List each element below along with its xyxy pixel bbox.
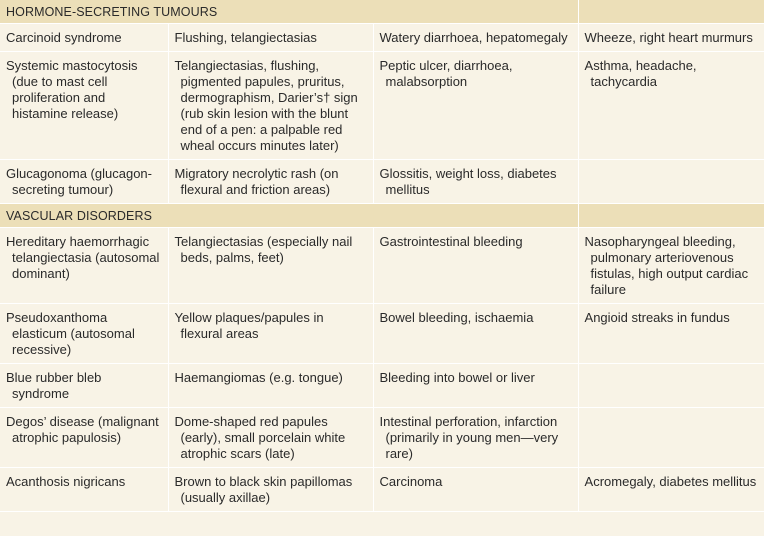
- other-features-cell: Wheeze, right heart murmurs: [578, 24, 764, 52]
- disorder-cell: Degos’ disease (malignant atrophic papulosis): [0, 408, 168, 468]
- section-heading-blank: [578, 204, 764, 228]
- table-row: [0, 468, 764, 512]
- other-features-cell: Acromegaly, diabetes mellitus: [578, 468, 764, 512]
- other-features-cell: [578, 408, 764, 468]
- gi-features-cell: Carcinoma: [373, 468, 578, 512]
- disorder-cell: Pseudoxanthoma elasticum (autosomal recessive): [0, 304, 168, 364]
- disorder-cell: Blue rubber bleb syndrome: [0, 364, 168, 408]
- skin-features-cell: Yellow plaques/papules in flexural areas: [168, 304, 373, 364]
- skin-features-cell: Telangiectasias (especially nail beds, palms, feet): [168, 228, 373, 304]
- disorder-cell: Systemic mastocytosis (due to mast cell proliferation and histamine release): [0, 52, 168, 160]
- table-row: [0, 408, 764, 468]
- disorder-cell: Acanthosis nigricans: [0, 468, 168, 512]
- table-row: [0, 160, 764, 204]
- other-features-cell: Asthma, headache, tachycardia: [578, 52, 764, 160]
- skin-features-cell: Flushing, telangiectasias: [168, 24, 373, 52]
- disorder-cell: Glucagonoma (glucagon-secreting tumour): [0, 160, 168, 204]
- other-features-cell: Angioid streaks in fundus: [578, 304, 764, 364]
- skin-features-cell: Dome-shaped red papules (early), small porcelain white atrophic scars (late): [168, 408, 373, 468]
- section-header-row: [0, 204, 764, 228]
- table-row: [0, 228, 764, 304]
- gi-features-cell: Gastrointestinal bleeding: [373, 228, 578, 304]
- gi-features-cell: Intestinal perforation, infarction (primarily in young men—very rare): [373, 408, 578, 468]
- skin-features-cell: Brown to black skin papillomas (usually axillae): [168, 468, 373, 512]
- table-row: [0, 364, 764, 408]
- gi-features-cell: Peptic ulcer, diarrhoea, malabsorption: [373, 52, 578, 160]
- skin-features-cell: Telangiectasias, flushing, pigmented papules, pruritus, dermographism, Darier’s† sign (rub skin lesion with the blunt end of a pen: a palpable red wheal occurs minutes later): [168, 52, 373, 160]
- disorder-cell: Carcinoid syndrome: [0, 24, 168, 52]
- gi-features-cell: Watery diarrhoea, hepatomegaly: [373, 24, 578, 52]
- section-heading: VASCULAR DISORDERS: [0, 204, 578, 228]
- table-row: [0, 304, 764, 364]
- other-features-cell: [578, 160, 764, 204]
- other-features-cell: Nasopharyngeal bleeding, pulmonary arteriovenous fistulas, high output cardiac failure: [578, 228, 764, 304]
- gi-features-cell: Glossitis, weight loss, diabetes mellitus: [373, 160, 578, 204]
- disorder-cell: Hereditary haemorrhagic telangiectasia (autosomal dominant): [0, 228, 168, 304]
- gi-features-cell: Bleeding into bowel or liver: [373, 364, 578, 408]
- section-header-row: [0, 0, 764, 24]
- gi-features-cell: Bowel bleeding, ischaemia: [373, 304, 578, 364]
- section-heading: HORMONE-SECRETING TUMOURS: [0, 0, 578, 24]
- skin-features-cell: Migratory necrolytic rash (on flexural and friction areas): [168, 160, 373, 204]
- table-row: [0, 24, 764, 52]
- section-heading-blank: [578, 0, 764, 24]
- other-features-cell: [578, 364, 764, 408]
- skin-features-cell: Haemangiomas (e.g. tongue): [168, 364, 373, 408]
- table-row: [0, 52, 764, 160]
